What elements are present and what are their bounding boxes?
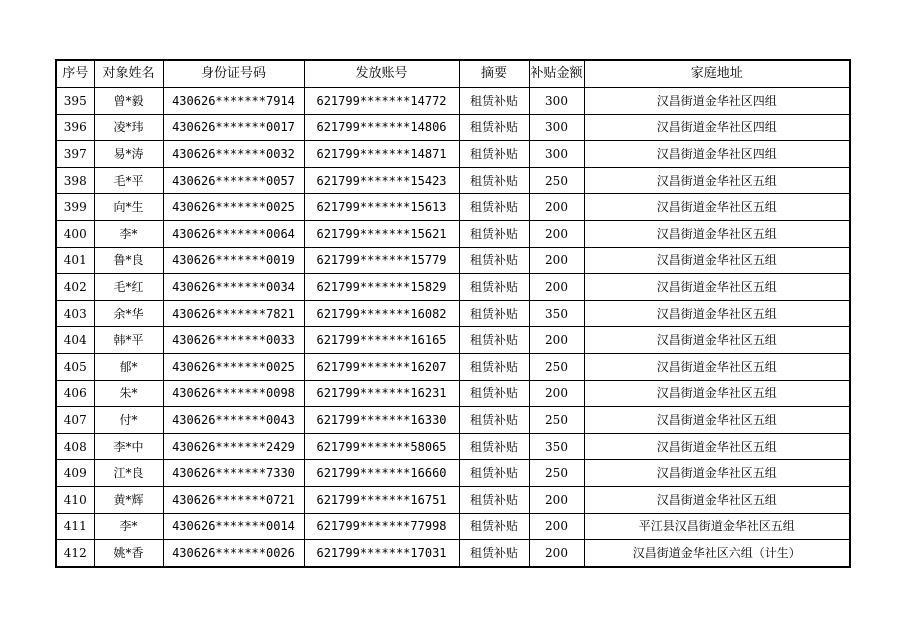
cell-serial: 409	[56, 460, 94, 487]
cell-id-number: 430626*******7330	[163, 460, 304, 487]
cell-account: 621799*******14806	[304, 114, 459, 141]
cell-serial: 402	[56, 274, 94, 301]
cell-name: 朱*	[94, 380, 163, 407]
cell-summary: 租赁补贴	[459, 380, 529, 407]
cell-amount: 200	[529, 327, 584, 354]
cell-serial: 399	[56, 194, 94, 221]
table-body	[56, 88, 850, 567]
cell-name: 毛*平	[94, 167, 163, 194]
cell-account: 621799*******15423	[304, 167, 459, 194]
cell-id-number: 430626*******0032	[163, 141, 304, 168]
cell-summary: 租赁补贴	[459, 513, 529, 540]
cell-name: 江*良	[94, 460, 163, 487]
cell-address: 汉昌街道金华社区五组	[584, 327, 850, 354]
cell-name: 黄*辉	[94, 486, 163, 513]
cell-summary: 租赁补贴	[459, 540, 529, 567]
col-header-summary: 摘要	[459, 60, 529, 88]
cell-address: 汉昌街道金华社区四组	[584, 88, 850, 115]
cell-account: 621799*******16751	[304, 486, 459, 513]
cell-serial: 395	[56, 88, 94, 115]
cell-summary: 租赁补贴	[459, 274, 529, 301]
cell-id-number: 430626*******0025	[163, 194, 304, 221]
cell-amount: 350	[529, 300, 584, 327]
cell-amount: 200	[529, 540, 584, 567]
table-row	[56, 380, 850, 407]
table-row	[56, 220, 850, 247]
cell-name: 向*生	[94, 194, 163, 221]
header-row	[56, 60, 850, 88]
table-row	[56, 274, 850, 301]
table-row	[56, 247, 850, 274]
cell-name: 毛*红	[94, 274, 163, 301]
cell-serial: 408	[56, 433, 94, 460]
cell-name: 李*	[94, 513, 163, 540]
table-header	[56, 60, 850, 88]
cell-account: 621799*******14871	[304, 141, 459, 168]
cell-serial: 410	[56, 486, 94, 513]
cell-address: 平江县汉昌街道金华社区五组	[584, 513, 850, 540]
cell-summary: 租赁补贴	[459, 141, 529, 168]
cell-id-number: 430626*******0026	[163, 540, 304, 567]
cell-account: 621799*******16231	[304, 380, 459, 407]
col-header-address: 家庭地址	[584, 60, 850, 88]
cell-id-number: 430626*******0025	[163, 353, 304, 380]
cell-account: 621799*******58065	[304, 433, 459, 460]
table-row	[56, 433, 850, 460]
cell-name: 姚*香	[94, 540, 163, 567]
table-row	[56, 114, 850, 141]
cell-address: 汉昌街道金华社区五组	[584, 274, 850, 301]
cell-summary: 租赁补贴	[459, 486, 529, 513]
cell-address: 汉昌街道金华社区五组	[584, 300, 850, 327]
cell-amount: 200	[529, 220, 584, 247]
cell-summary: 租赁补贴	[459, 114, 529, 141]
cell-name: 鲁*良	[94, 247, 163, 274]
cell-name: 韩*平	[94, 327, 163, 354]
cell-address: 汉昌街道金华社区六组（计生）	[584, 540, 850, 567]
cell-address: 汉昌街道金华社区五组	[584, 167, 850, 194]
cell-id-number: 430626*******0019	[163, 247, 304, 274]
cell-id-number: 430626*******7821	[163, 300, 304, 327]
cell-account: 621799*******16330	[304, 407, 459, 434]
cell-serial: 411	[56, 513, 94, 540]
cell-id-number: 430626*******0034	[163, 274, 304, 301]
col-header-id-number: 身份证号码	[163, 60, 304, 88]
cell-address: 汉昌街道金华社区五组	[584, 353, 850, 380]
col-header-serial: 序号	[56, 60, 94, 88]
cell-address: 汉昌街道金华社区五组	[584, 194, 850, 221]
cell-serial: 397	[56, 141, 94, 168]
table-row	[56, 540, 850, 567]
cell-summary: 租赁补贴	[459, 220, 529, 247]
col-header-amount: 补贴金额	[529, 60, 584, 88]
cell-summary: 租赁补贴	[459, 407, 529, 434]
cell-name: 付*	[94, 407, 163, 434]
cell-amount: 200	[529, 380, 584, 407]
table-row	[56, 300, 850, 327]
cell-id-number: 430626*******0033	[163, 327, 304, 354]
cell-account: 621799*******14772	[304, 88, 459, 115]
cell-amount: 200	[529, 486, 584, 513]
cell-summary: 租赁补贴	[459, 194, 529, 221]
cell-id-number: 430626*******0043	[163, 407, 304, 434]
cell-id-number: 430626*******2429	[163, 433, 304, 460]
cell-account: 621799*******15621	[304, 220, 459, 247]
subsidy-roster-table	[55, 59, 851, 568]
cell-account: 621799*******15779	[304, 247, 459, 274]
subsidy-roster-sheet	[55, 59, 851, 568]
cell-amount: 300	[529, 88, 584, 115]
cell-id-number: 430626*******7914	[163, 88, 304, 115]
cell-amount: 250	[529, 353, 584, 380]
table-row	[56, 167, 850, 194]
cell-serial: 407	[56, 407, 94, 434]
cell-account: 621799*******16082	[304, 300, 459, 327]
cell-address: 汉昌街道金华社区五组	[584, 380, 850, 407]
cell-account: 621799*******17031	[304, 540, 459, 567]
cell-account: 621799*******77998	[304, 513, 459, 540]
cell-name: 易*涛	[94, 141, 163, 168]
cell-id-number: 430626*******0017	[163, 114, 304, 141]
cell-id-number: 430626*******0721	[163, 486, 304, 513]
cell-name: 凌*玮	[94, 114, 163, 141]
cell-address: 汉昌街道金华社区五组	[584, 486, 850, 513]
cell-address: 汉昌街道金华社区五组	[584, 407, 850, 434]
cell-amount: 350	[529, 433, 584, 460]
cell-amount: 200	[529, 194, 584, 221]
cell-amount: 200	[529, 513, 584, 540]
cell-summary: 租赁补贴	[459, 300, 529, 327]
cell-summary: 租赁补贴	[459, 353, 529, 380]
cell-address: 汉昌街道金华社区五组	[584, 220, 850, 247]
cell-account: 621799*******16660	[304, 460, 459, 487]
cell-amount: 300	[529, 141, 584, 168]
cell-amount: 250	[529, 407, 584, 434]
col-header-name: 对象姓名	[94, 60, 163, 88]
table-row	[56, 460, 850, 487]
table-row	[56, 407, 850, 434]
cell-id-number: 430626*******0098	[163, 380, 304, 407]
cell-account: 621799*******15829	[304, 274, 459, 301]
cell-serial: 396	[56, 114, 94, 141]
table-row	[56, 353, 850, 380]
table-row	[56, 327, 850, 354]
cell-id-number: 430626*******0057	[163, 167, 304, 194]
cell-serial: 404	[56, 327, 94, 354]
cell-account: 621799*******15613	[304, 194, 459, 221]
cell-serial: 401	[56, 247, 94, 274]
cell-account: 621799*******16207	[304, 353, 459, 380]
cell-serial: 412	[56, 540, 94, 567]
cell-serial: 405	[56, 353, 94, 380]
cell-summary: 租赁补贴	[459, 327, 529, 354]
cell-name: 曾*毅	[94, 88, 163, 115]
cell-amount: 250	[529, 167, 584, 194]
cell-summary: 租赁补贴	[459, 460, 529, 487]
table-row	[56, 486, 850, 513]
cell-address: 汉昌街道金华社区五组	[584, 247, 850, 274]
cell-summary: 租赁补贴	[459, 247, 529, 274]
cell-serial: 403	[56, 300, 94, 327]
table-row	[56, 513, 850, 540]
cell-address: 汉昌街道金华社区五组	[584, 460, 850, 487]
cell-summary: 租赁补贴	[459, 167, 529, 194]
table-row	[56, 141, 850, 168]
cell-name: 余*华	[94, 300, 163, 327]
cell-account: 621799*******16165	[304, 327, 459, 354]
cell-id-number: 430626*******0014	[163, 513, 304, 540]
cell-amount: 250	[529, 460, 584, 487]
col-header-account: 发放账号	[304, 60, 459, 88]
cell-name: 李*中	[94, 433, 163, 460]
cell-amount: 200	[529, 247, 584, 274]
cell-amount: 200	[529, 274, 584, 301]
cell-serial: 400	[56, 220, 94, 247]
table-row	[56, 194, 850, 221]
cell-summary: 租赁补贴	[459, 433, 529, 460]
cell-id-number: 430626*******0064	[163, 220, 304, 247]
cell-address: 汉昌街道金华社区四组	[584, 141, 850, 168]
cell-summary: 租赁补贴	[459, 88, 529, 115]
cell-amount: 300	[529, 114, 584, 141]
cell-address: 汉昌街道金华社区五组	[584, 433, 850, 460]
cell-name: 李*	[94, 220, 163, 247]
table-row	[56, 88, 850, 115]
cell-name: 郁*	[94, 353, 163, 380]
cell-address: 汉昌街道金华社区四组	[584, 114, 850, 141]
cell-serial: 406	[56, 380, 94, 407]
cell-serial: 398	[56, 167, 94, 194]
